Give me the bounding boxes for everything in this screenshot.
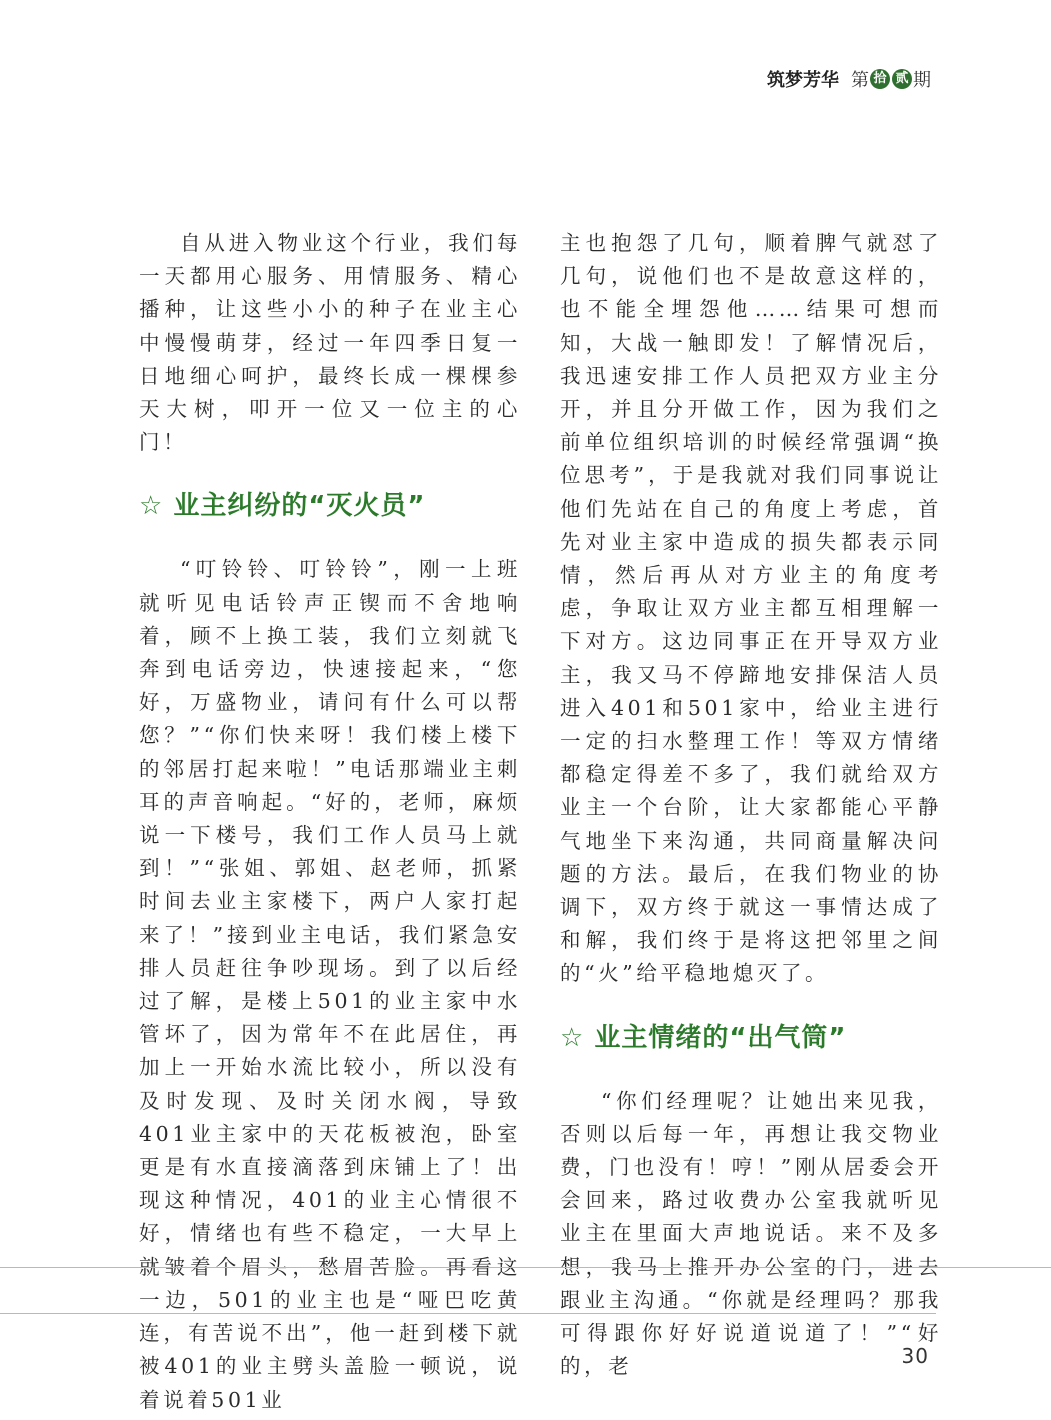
body-paragraph: “叮铃铃、叮铃铃”，刚一上班就听见电话铃声正锲而不舍地响着，顾不上换工装，我们立刻就飞奔到电话旁边，快速接起来，“您好，万盛物业，请问有什么可以帮您？”“你们快来呀！我们楼上楼下的邻居打起来啦！”电话那端业主刺耳的声音响起。“好的，老师，麻烦说一下楼号，我们工作人员马上就到！”“张姐、郭姐、赵老师，抓紧时间去业主家楼下，两户人家打起来了！”接到业主电话，我们紧急安排人员赶往争吵现场。到了以后经过了解，是楼上501的业主家中水管坏了，因为常年不在此居住，再加上一开始水流比较小，所以没有及时发现、及时关闭水阀，导致401业主家中的天花板被泡，卧室更是有水直接滴落到床铺上了！出现这种情况，401的业主心情很不好，情绪也有些不稳定，一大早上就皱着个眉头，愁眉苦脸。再看这一边，501的业主也是“哑巴吃黄连，有苦说不出”，他一赶到楼下就被401的业主劈头盖脸一顿说，说着说着501业	[139, 557, 521, 1412]
footer-divider-bottom	[0, 1313, 936, 1314]
left-column	[139, 227, 521, 1417]
issue-prefix: 第	[851, 70, 869, 91]
body-paragraph: “你们经理呢？让她出来见我，否则以后每一年，再想让我交物业费，门也没有！哼！”刚从居委会开会回来，路过收费办公室我就听见业主在里面大声地说话。来不及多想，我马上推开办公室的门，进去跟业主沟通。“你就是经理吗？那我可得跟你好好说道说道了！”“好的，老	[560, 1088, 942, 1379]
intro-paragraph: 自从进入物业这个行业，我们每一天都用心服务、用情服务、精心播种，让这些小小的种子在业主心中慢慢萌芽，经过一年四季日复一日地细心呵护，最终长成一棵棵参天大树，叩开一位又一位主的心门！	[139, 231, 521, 455]
body-paragraph-continued: 主也抱怨了几句，顺着脾气就怼了几句，说他们也不是故意这样的，也不能全埋怨他……结果可想而知，大战一触即发！了解情况后，我迅速安排工作人员把双方业主分开，并且分开做工作，因为我们之前单位组织培训的时候经常强调“换位思考”，于是我就对我们同事说让他们先站在自己的角度上考虑，首先对业主家中造成的损失都表示同情，然后再从对方业主的角度考虑，争取让双方业主都互相理解一下对方。这边同事正在开导双方业主，我又马不停蹄地安排保洁人员进入401和501家中，给业主进行一定的扫水整理工作！等双方情绪都稳定得差不多了，我们就给双方业主一个台阶，让大家都能心平静气地坐下来沟通，共同商量解决问题的方法。最后，在我们物业的协调下，双方终于就这一事情达成了和解，我们终于是将这把邻里之间的“火”给平稳地熄灭了。	[560, 231, 942, 986]
right-column	[560, 227, 942, 1384]
footer-divider-top	[0, 1267, 1051, 1268]
star-icon: ☆	[560, 1022, 585, 1053]
section-heading-firefighter	[139, 489, 521, 523]
section-title: 业主纠纷的“灭火员”	[173, 491, 426, 522]
issue-seal-2: 贰	[892, 69, 912, 89]
star-icon: ☆	[139, 491, 164, 522]
issue-suffix: 期	[913, 70, 931, 91]
issue-seal-1: 拾	[870, 69, 890, 89]
running-header	[767, 66, 931, 92]
magazine-title: 筑梦芳华	[767, 70, 839, 91]
issue-label	[851, 66, 931, 92]
section-title: 业主情绪的“出气筒”	[594, 1022, 847, 1053]
page-number: 30	[901, 1344, 929, 1368]
section-heading-punching-bag	[560, 1021, 942, 1055]
